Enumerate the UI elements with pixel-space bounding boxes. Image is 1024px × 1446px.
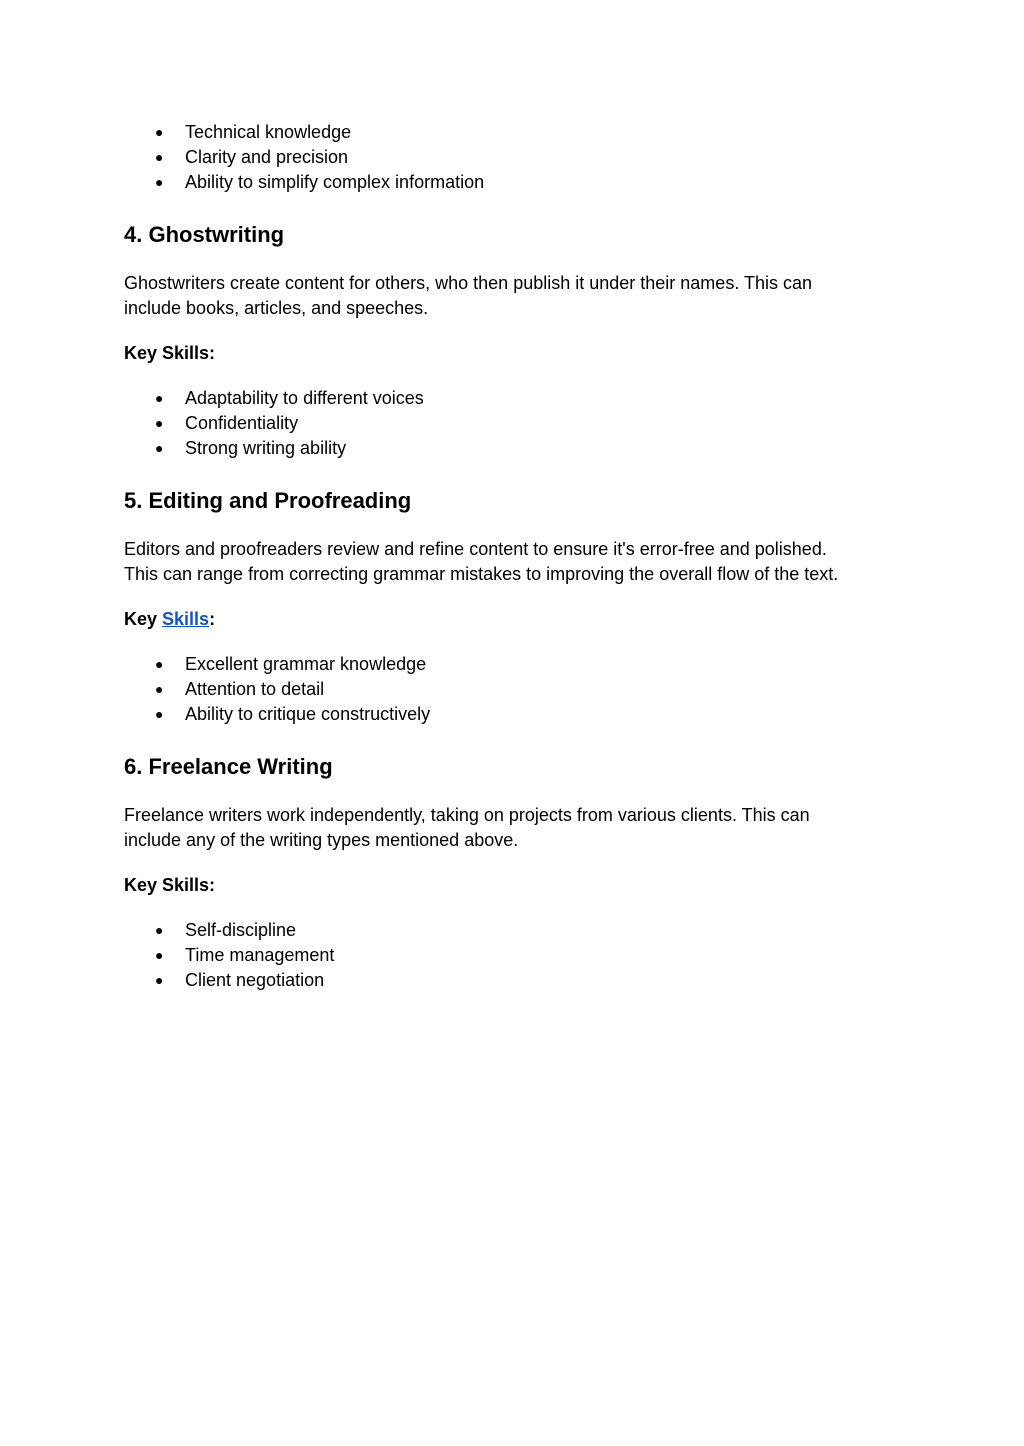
bullet-icon: ●	[155, 124, 164, 140]
list-item: ● Ability to critique constructively	[124, 702, 904, 727]
section-paragraph: Ghostwriters create content for others, who then publish it under their names. This can include books, articles, and speeches.	[124, 273, 813, 318]
section-paragraph: Editors and proofreaders review and refine content to ensure it's error-free and polished. This can range from correcting grammar mistakes to improving the overall flow of the text.	[124, 539, 839, 584]
bullet-icon: ●	[155, 947, 164, 963]
section-heading-editing: 5. Editing and Proofreading	[124, 488, 412, 513]
bullet-icon: ●	[155, 415, 164, 431]
bullet-icon: ●	[155, 706, 164, 722]
list-item: ● Confidentiality	[124, 411, 904, 436]
skills-bullet-list	[124, 652, 904, 727]
list-item: ● Excellent grammar knowledge	[124, 652, 904, 677]
skills-link[interactable]: Skills	[162, 609, 210, 629]
list-item: ● Attention to detail	[124, 677, 904, 702]
key-skills-label: Key Skills:	[124, 609, 216, 629]
skills-bullet-list	[124, 386, 904, 461]
bullet-icon: ●	[155, 149, 164, 165]
skills-bullet-list	[124, 918, 904, 993]
bullet-icon: ●	[155, 390, 164, 406]
bullet-icon: ●	[155, 972, 164, 988]
section-heading-freelance: 6. Freelance Writing	[124, 754, 333, 779]
bullet-icon: ●	[155, 440, 164, 456]
list-item: ● Client negotiation	[124, 968, 904, 993]
section-heading-ghostwriting: 4. Ghostwriting	[124, 222, 285, 247]
bullet-icon: ●	[155, 174, 164, 190]
intro-bullet-list	[124, 120, 904, 195]
key-skills-label: Key Skills:	[124, 343, 216, 363]
key-skills-label: Key Skills:	[124, 875, 216, 895]
list-item: ● Adaptability to different voices	[124, 386, 904, 411]
bullet-icon: ●	[155, 922, 164, 938]
list-item: ● Technical knowledge	[124, 120, 904, 145]
list-item: ● Self-discipline	[124, 918, 904, 943]
list-item: ● Clarity and precision	[124, 145, 904, 170]
list-item: ● Strong writing ability	[124, 436, 904, 461]
bullet-icon: ●	[155, 681, 164, 697]
section-paragraph: Freelance writers work independently, taking on projects from various clients. This can include any of the writing types mentioned above.	[124, 805, 810, 850]
list-item: ● Time management	[124, 943, 904, 968]
list-item: ● Ability to simplify complex information	[124, 170, 904, 195]
document-page	[124, 120, 904, 993]
bullet-icon: ●	[155, 656, 164, 672]
